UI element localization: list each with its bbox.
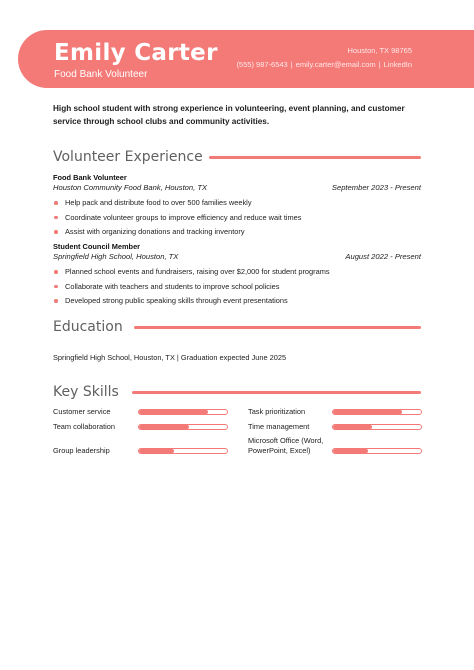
bullet-text: Collaborate with teachers and students to improve school policies xyxy=(65,281,280,291)
job-organization: Houston Community Food Bank, Houston, TX xyxy=(53,183,208,192)
skill-bar xyxy=(332,409,422,415)
section-divider xyxy=(132,391,421,394)
email-link[interactable]: emily.carter@email.com xyxy=(295,60,376,69)
bullet-dot-icon xyxy=(54,216,58,220)
skill-label: Microsoft Office (Word, PowerPoint, Excel) xyxy=(248,436,324,455)
skill-bar xyxy=(138,409,228,415)
bullet-dot-icon xyxy=(54,270,58,274)
job-title: Student Council Member xyxy=(53,242,141,251)
skill-bar-fill xyxy=(139,410,208,414)
skill-bar-fill xyxy=(333,410,402,414)
skill-bar xyxy=(332,448,422,454)
bullet-dot-icon xyxy=(54,230,58,234)
skill-bar-fill xyxy=(139,425,189,429)
candidate-name: Emily Carter xyxy=(54,40,218,66)
education-entry: Springfield High School, Houston, TX | Graduation expected June 2025 xyxy=(53,353,287,362)
section-title-skills: Key Skills xyxy=(53,384,119,400)
separator: | xyxy=(290,60,293,69)
contact-line xyxy=(236,60,412,69)
section-divider xyxy=(134,326,421,329)
list-item xyxy=(53,282,423,297)
list-item xyxy=(53,267,423,282)
skill-label: Time management xyxy=(248,422,310,431)
summary: High school student with strong experience in volunteering, event planning, and customer service through school clubs and community activities. xyxy=(53,104,405,126)
location: Houston, TX 98765 xyxy=(347,46,412,55)
bullet-dot-icon xyxy=(54,201,58,205)
bullet-text: Help pack and distribute food to over 500 families weekly xyxy=(65,198,252,207)
bullet-text: Coordinate volunteer groups to improve efficiency and reduce wait times xyxy=(65,212,302,222)
list-item xyxy=(53,296,423,311)
candidate-role: Food Bank Volunteer xyxy=(54,69,148,80)
job-title: Food Bank Volunteer xyxy=(53,173,127,182)
skill-label: Task prioritization xyxy=(248,407,306,416)
skill-bar xyxy=(332,424,422,430)
section-divider xyxy=(209,156,421,159)
list-item xyxy=(53,213,423,228)
job-date: September 2023 - Present xyxy=(331,183,421,192)
skill-bar xyxy=(138,424,228,430)
bullet-text: Developed strong public speaking skills through event presentations xyxy=(65,296,288,305)
skill-bar-fill xyxy=(333,449,368,453)
linkedin-link[interactable]: LinkedIn xyxy=(383,60,412,69)
job-bullets xyxy=(53,267,423,311)
skill-label: Team collaboration xyxy=(53,422,116,431)
job-date: August 2022 - Present xyxy=(345,252,421,261)
list-item xyxy=(53,227,423,242)
job-organization: Springfield High School, Houston, TX xyxy=(53,252,179,261)
bullet-dot-icon xyxy=(54,299,58,303)
header-banner xyxy=(18,30,474,88)
skill-bar-fill xyxy=(333,425,372,429)
job-bullets xyxy=(53,198,423,242)
list-item xyxy=(53,198,423,213)
bullet-text: Assist with organizing donations and tracking inventory xyxy=(65,227,245,236)
skill-bar-fill xyxy=(139,449,174,453)
bullet-dot-icon xyxy=(54,285,58,289)
skill-bar xyxy=(138,448,228,454)
section-title-education: Education xyxy=(53,319,123,335)
skill-label: Customer service xyxy=(53,407,111,416)
section-title-experience: Volunteer Experience xyxy=(53,149,203,165)
bullet-text: Planned school events and fundraisers, raising over $2,000 for student programs xyxy=(65,267,330,276)
skill-label: Group leadership xyxy=(53,446,110,455)
separator: | xyxy=(378,60,381,69)
phone: (555) 987-6543 xyxy=(236,60,288,69)
